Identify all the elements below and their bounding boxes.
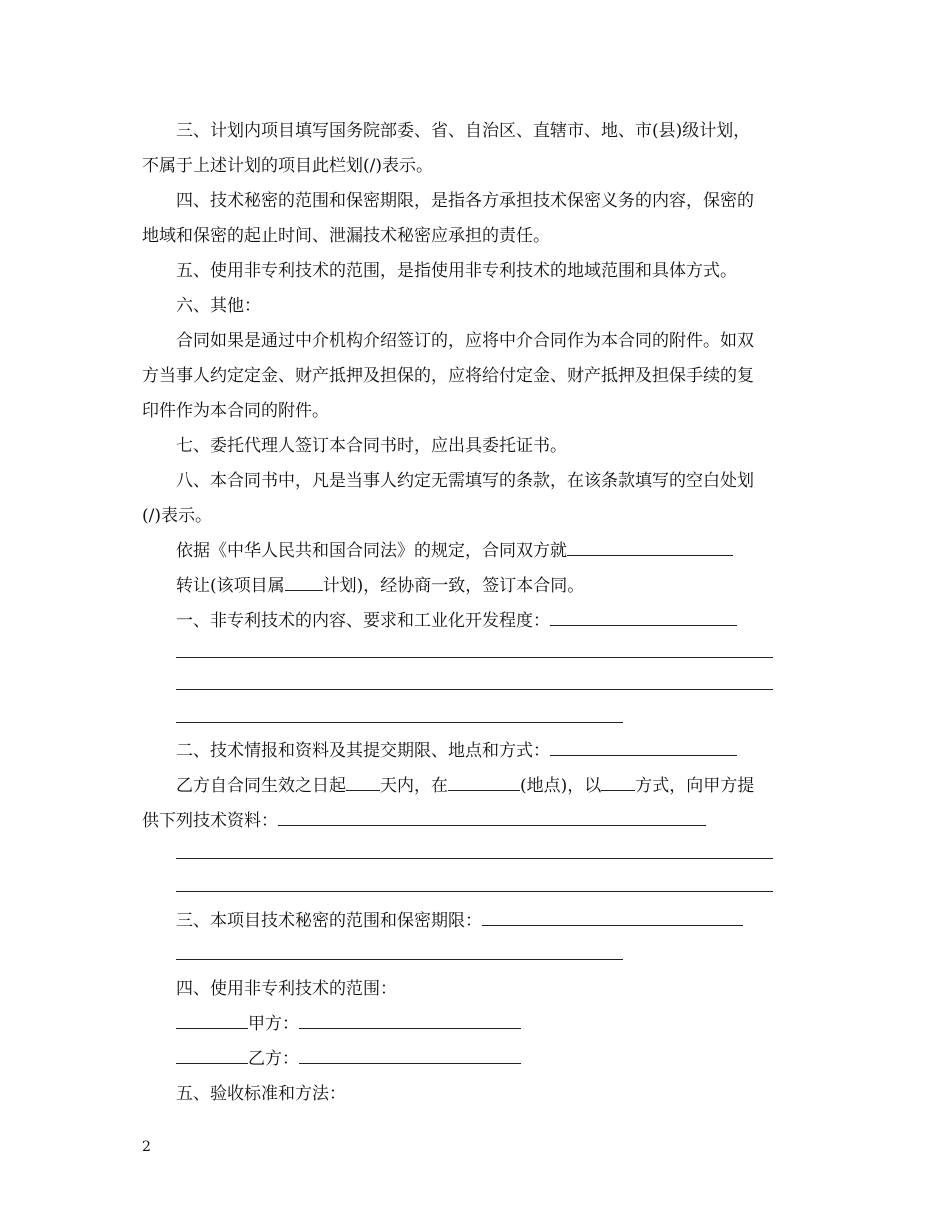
note-6-line-2: 方当事人约定定金、财产抵押及担保的，应将给付定金、财产抵押及担保手续的复	[142, 366, 754, 386]
section-2-text-5: 供下列技术资料：	[142, 811, 278, 831]
note-3-line-1: 三、计划内项目填写国务院部委、省、自治区、直辖市、地、市(县)级计划，	[176, 121, 751, 141]
transfer-text-a: 转让(该项目属	[176, 576, 285, 596]
note-6-line-3: 印件作为本合同的附件。	[142, 401, 329, 421]
section-2-text-3: (地点)，以	[520, 776, 602, 796]
party-b-blank[interactable]	[299, 1048, 521, 1064]
section-1-heading: 一、非专利技术的内容、要求和工业化开发程度：	[176, 611, 550, 631]
section-2-text-1: 乙方自合同生效之日起	[176, 776, 346, 796]
note-4-line-2: 地域和保密的起止时间、泄漏技术秘密应承担的责任。	[142, 226, 550, 246]
section-3-fill-line-1[interactable]	[176, 959, 623, 960]
location-blank[interactable]	[448, 775, 520, 791]
section-1-fill-line-3[interactable]	[176, 722, 623, 723]
section-2-fill-line-2[interactable]	[176, 891, 773, 892]
section-2-text-4: 方式，向甲方提	[635, 776, 755, 796]
days-blank[interactable]	[346, 775, 380, 791]
basis-text: 依据《中华人民共和国合同法》的规定，合同双方就	[176, 541, 567, 561]
section-5-heading: 五、验收标准和方法：	[176, 1084, 346, 1104]
transfer-text-b: 计划)，经协商一致，签订本合同。	[322, 576, 585, 596]
note-5: 五、使用非专利技术的范围，是指使用非专利技术的地域范围和具体方式。	[176, 261, 737, 281]
party-b-prefix-blank[interactable]	[176, 1048, 248, 1064]
plan-blank[interactable]	[285, 575, 323, 591]
section-1-fill-line-2[interactable]	[176, 689, 773, 690]
section-1-blank[interactable]	[550, 610, 737, 626]
note-6-line-1: 合同如果是通过中介机构介绍签订的，应将中介合同作为本合同的附件。如双	[176, 331, 754, 351]
party-a-prefix-blank[interactable]	[176, 1013, 248, 1029]
section-2-text-2: 天内，在	[380, 776, 448, 796]
section-3-heading: 三、本项目技术秘密的范围和保密期限：	[176, 911, 482, 931]
section-2-detail-line-2	[142, 810, 706, 832]
basis-line	[176, 540, 733, 562]
note-8-line-1: 八、本合同书中，凡是当事人约定无需填写的条款，在该条款填写的空白处划	[176, 471, 754, 491]
party-a-label: 甲方：	[248, 1014, 299, 1034]
section-4-heading: 四、使用非专利技术的范围：	[176, 979, 397, 999]
party-a-blank[interactable]	[299, 1013, 521, 1029]
section-2-heading: 二、技术情报和资料及其提交期限、地点和方式：	[176, 741, 550, 761]
section-1-fill-line-1[interactable]	[176, 657, 773, 658]
note-8-line-2: (/)表示。	[142, 506, 212, 526]
section-3-line	[176, 910, 743, 932]
note-6-heading: 六、其他：	[176, 296, 261, 316]
note-7: 七、委托代理人签订本合同书时，应出具委托证书。	[176, 436, 567, 456]
note-3-line-2: 不属于上述计划的项目此栏划(/)表示。	[142, 156, 433, 176]
party-b-line	[176, 1048, 521, 1070]
section-2-blank[interactable]	[550, 740, 737, 756]
section-1-line	[176, 610, 737, 632]
party-a-line	[176, 1013, 521, 1035]
section-2-detail-line-1	[176, 775, 754, 797]
section-2-line	[176, 740, 737, 762]
section-3-blank[interactable]	[482, 910, 743, 926]
party-b-label: 乙方：	[248, 1049, 299, 1069]
transfer-line	[176, 575, 584, 597]
method-blank[interactable]	[601, 775, 635, 791]
subject-blank[interactable]	[567, 540, 733, 556]
note-4-line-1: 四、技术秘密的范围和保密期限，是指各方承担技术保密义务的内容，保密的	[176, 191, 754, 211]
section-2-fill-line-1[interactable]	[176, 858, 773, 859]
page-number: 2	[142, 1139, 151, 1155]
materials-blank[interactable]	[278, 810, 706, 826]
